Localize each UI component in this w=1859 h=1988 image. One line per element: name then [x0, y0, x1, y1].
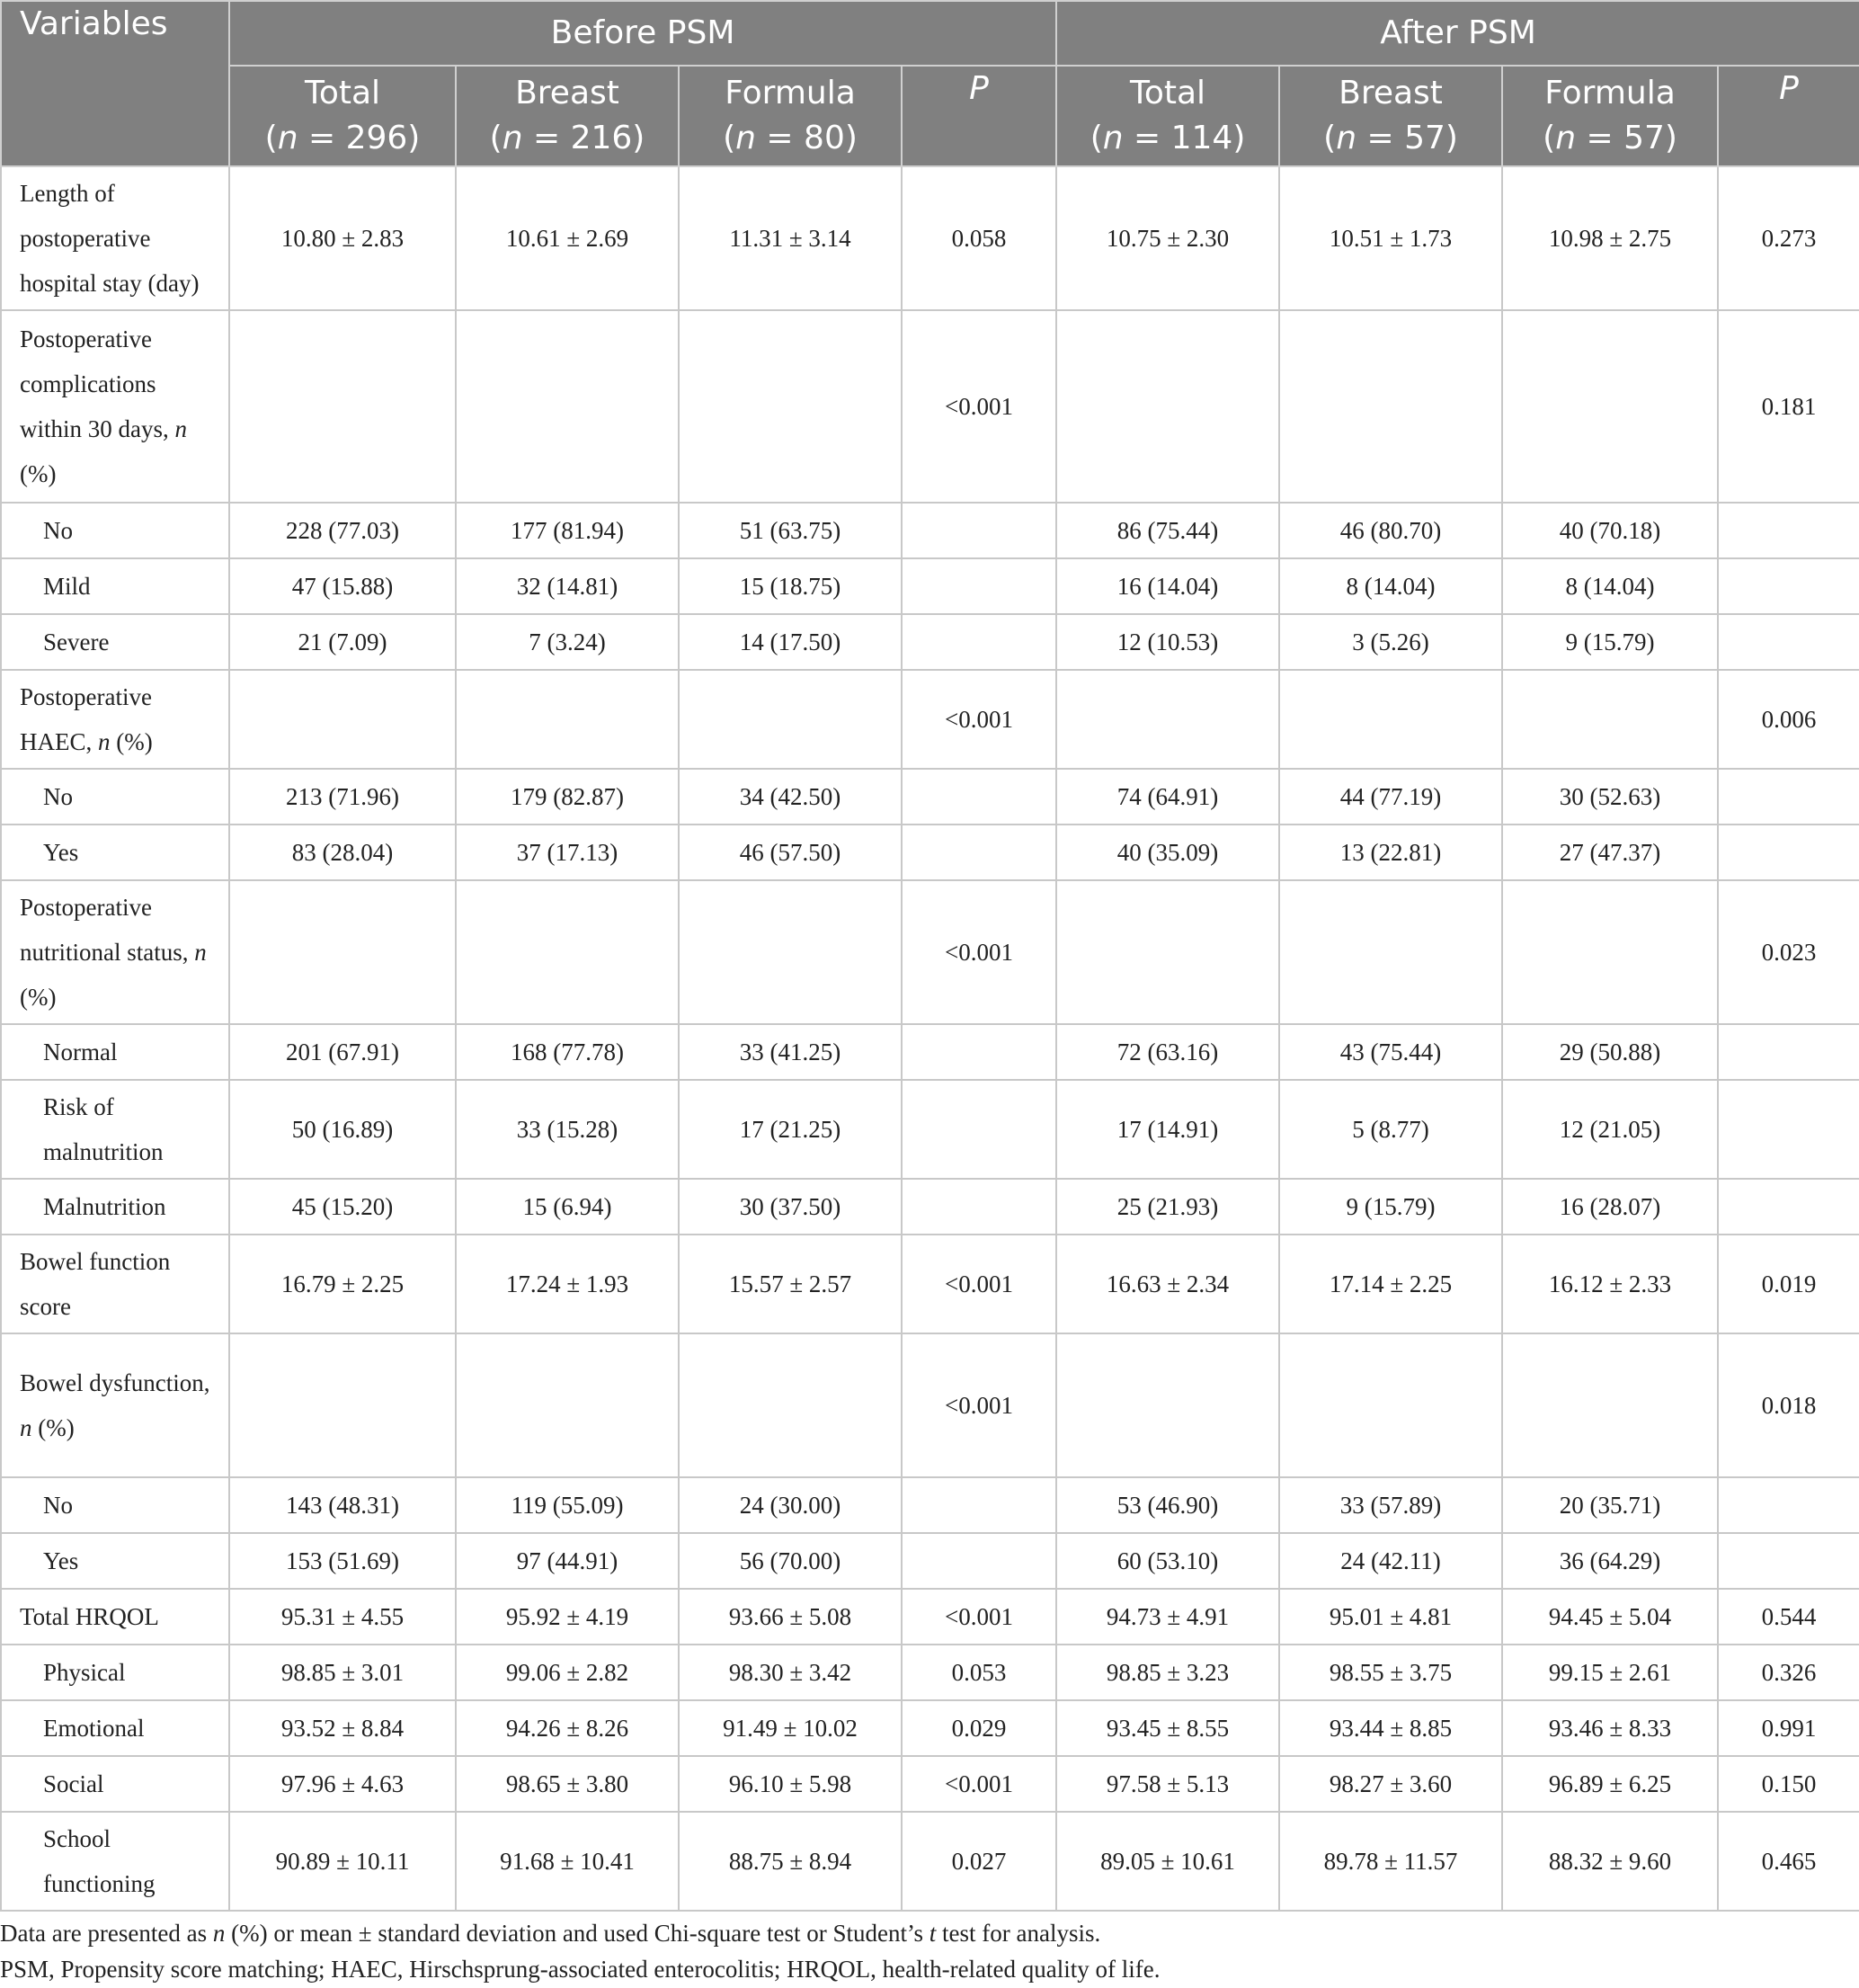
- column-header: Formula (n = 80): [679, 66, 902, 166]
- table-cell: 0.181: [1718, 310, 1859, 503]
- table-cell: [679, 310, 902, 503]
- table-cell: [229, 670, 456, 769]
- table-cell: [229, 1333, 456, 1477]
- table-cell: 96.89 ± 6.25: [1502, 1756, 1718, 1812]
- table-cell: 16 (28.07): [1502, 1179, 1718, 1235]
- table-row: [1, 1333, 1859, 1477]
- table-cell: 119 (55.09): [456, 1477, 679, 1533]
- table-cell: 90.89 ± 10.11: [229, 1812, 456, 1911]
- table-cell: 93.52 ± 8.84: [229, 1700, 456, 1756]
- table-cell: [1718, 1533, 1859, 1589]
- table-row: [1, 1756, 1859, 1812]
- table-cell: [902, 614, 1056, 670]
- table-cell: 93.44 ± 8.85: [1279, 1700, 1502, 1756]
- table-cell: 98.30 ± 3.42: [679, 1645, 902, 1700]
- footnote-line-2: PSM, Propensity score matching; HAEC, Hirschsprung-associated enterocolitis; HRQOL, health-related quality of life.: [0, 1956, 1161, 1983]
- footnote-line-1: Data are presented as n (%) or mean ± standard deviation and used Chi-square test or Student’s t test for analysis.: [0, 1920, 1101, 1947]
- table-cell: [229, 310, 456, 503]
- table-cell: 46 (57.50): [679, 825, 902, 880]
- table-cell: [679, 880, 902, 1024]
- table-cell: [902, 1477, 1056, 1533]
- column-header: P: [1718, 66, 1859, 166]
- table-cell: 88.75 ± 8.94: [679, 1812, 902, 1911]
- table-row: [1, 1700, 1859, 1756]
- table-cell: 143 (48.31): [229, 1477, 456, 1533]
- table-cell: 0.544: [1718, 1589, 1859, 1645]
- table-row: [1, 1812, 1859, 1911]
- table-cell: 96.10 ± 5.98: [679, 1756, 902, 1812]
- row-label: Emotional: [1, 1700, 229, 1756]
- table-cell: <0.001: [902, 1333, 1056, 1477]
- table-cell: 15 (6.94): [456, 1179, 679, 1235]
- table-cell: 98.65 ± 3.80: [456, 1756, 679, 1812]
- row-label: No: [1, 1477, 229, 1533]
- table-cell: 98.55 ± 3.75: [1279, 1645, 1502, 1700]
- table-cell: 12 (21.05): [1502, 1080, 1718, 1179]
- table-cell: 17.14 ± 2.25: [1279, 1235, 1502, 1333]
- table-cell: [1502, 310, 1718, 503]
- table-cell: 0.273: [1718, 166, 1859, 310]
- table-cell: <0.001: [902, 880, 1056, 1024]
- row-label: Physical: [1, 1645, 229, 1700]
- table-cell: [1718, 503, 1859, 558]
- table-cell: [1718, 1024, 1859, 1080]
- row-label: No: [1, 769, 229, 825]
- table-cell: 93.46 ± 8.33: [1502, 1700, 1718, 1756]
- table-cell: 27 (47.37): [1502, 825, 1718, 880]
- row-label: Social: [1, 1756, 229, 1812]
- table-cell: <0.001: [902, 1235, 1056, 1333]
- table-cell: 30 (37.50): [679, 1179, 902, 1235]
- table-cell: 17 (14.91): [1056, 1080, 1279, 1179]
- row-label: Bowel function score: [1, 1235, 229, 1333]
- table-cell: [1056, 1333, 1279, 1477]
- table-cell: 0.027: [902, 1812, 1056, 1911]
- table-cell: 9 (15.79): [1279, 1179, 1502, 1235]
- table-footnotes: [0, 1915, 1859, 1987]
- table-cell: 60 (53.10): [1056, 1533, 1279, 1589]
- table-cell: 50 (16.89): [229, 1080, 456, 1179]
- table-cell: 33 (41.25): [679, 1024, 902, 1080]
- table-row: [1, 769, 1859, 825]
- table-cell: [1279, 880, 1502, 1024]
- table-cell: 15 (18.75): [679, 558, 902, 614]
- row-label: Normal: [1, 1024, 229, 1080]
- table-cell: 9 (15.79): [1502, 614, 1718, 670]
- table-cell: 8 (14.04): [1502, 558, 1718, 614]
- table-cell: 46 (80.70): [1279, 503, 1502, 558]
- row-label: Bowel dysfunction, n (%): [1, 1333, 229, 1477]
- table-cell: [1502, 1333, 1718, 1477]
- table-cell: 43 (75.44): [1279, 1024, 1502, 1080]
- table-row: [1, 1235, 1859, 1333]
- table-cell: [679, 670, 902, 769]
- table-cell: 13 (22.81): [1279, 825, 1502, 880]
- table-cell: 24 (42.11): [1279, 1533, 1502, 1589]
- row-label: Severe: [1, 614, 229, 670]
- table-cell: 5 (8.77): [1279, 1080, 1502, 1179]
- row-label: Yes: [1, 1533, 229, 1589]
- table-cell: 8 (14.04): [1279, 558, 1502, 614]
- row-label: Length of postoperative hospital stay (day): [1, 166, 229, 310]
- table-cell: [1718, 614, 1859, 670]
- table-cell: [1502, 880, 1718, 1024]
- table-cell: 88.32 ± 9.60: [1502, 1812, 1718, 1911]
- column-header: Breast (n = 216): [456, 66, 679, 166]
- row-label: Total HRQOL: [1, 1589, 229, 1645]
- table-cell: 30 (52.63): [1502, 769, 1718, 825]
- table-cell: 37 (17.13): [456, 825, 679, 880]
- table-cell: [1056, 310, 1279, 503]
- table-cell: 97 (44.91): [456, 1533, 679, 1589]
- table-cell: [1718, 825, 1859, 880]
- table-cell: 98.85 ± 3.01: [229, 1645, 456, 1700]
- table-cell: 0.006: [1718, 670, 1859, 769]
- table-cell: [1502, 670, 1718, 769]
- row-label: No: [1, 503, 229, 558]
- table-cell: 40 (35.09): [1056, 825, 1279, 880]
- table-cell: 0.326: [1718, 1645, 1859, 1700]
- subheader-row: [1, 66, 1859, 166]
- table-cell: [902, 825, 1056, 880]
- table-cell: [902, 1024, 1056, 1080]
- table-cell: [1279, 670, 1502, 769]
- row-label: Malnutrition: [1, 1179, 229, 1235]
- column-header: Breast (n = 57): [1279, 66, 1502, 166]
- table-cell: 72 (63.16): [1056, 1024, 1279, 1080]
- row-label: Yes: [1, 825, 229, 880]
- table-cell: 47 (15.88): [229, 558, 456, 614]
- table-cell: 98.85 ± 3.23: [1056, 1645, 1279, 1700]
- table-cell: 16.63 ± 2.34: [1056, 1235, 1279, 1333]
- table-cell: [1718, 1080, 1859, 1179]
- table-cell: 10.75 ± 2.30: [1056, 166, 1279, 310]
- table-row: [1, 503, 1859, 558]
- table-row: [1, 614, 1859, 670]
- table-cell: 25 (21.93): [1056, 1179, 1279, 1235]
- table-cell: 95.31 ± 4.55: [229, 1589, 456, 1645]
- table-cell: 74 (64.91): [1056, 769, 1279, 825]
- table-cell: 12 (10.53): [1056, 614, 1279, 670]
- table-cell: 93.45 ± 8.55: [1056, 1700, 1279, 1756]
- table-cell: 95.01 ± 4.81: [1279, 1589, 1502, 1645]
- table-cell: 14 (17.50): [679, 614, 902, 670]
- table-cell: 177 (81.94): [456, 503, 679, 558]
- table-cell: 0.058: [902, 166, 1056, 310]
- row-label: Risk of malnutrition: [1, 1080, 229, 1179]
- row-label: Postoperative complications within 30 days, n (%): [1, 310, 229, 503]
- table-cell: 168 (77.78): [456, 1024, 679, 1080]
- table-cell: [902, 1533, 1056, 1589]
- table-row: [1, 166, 1859, 310]
- table-cell: [1718, 1179, 1859, 1235]
- table-cell: [679, 1333, 902, 1477]
- row-label: Mild: [1, 558, 229, 614]
- table-cell: [1056, 670, 1279, 769]
- table-cell: 89.78 ± 11.57: [1279, 1812, 1502, 1911]
- table-cell: 56 (70.00): [679, 1533, 902, 1589]
- table-cell: 16 (14.04): [1056, 558, 1279, 614]
- after-psm-header: After PSM: [1056, 1, 1859, 66]
- table-cell: 10.51 ± 1.73: [1279, 166, 1502, 310]
- table-cell: 15.57 ± 2.57: [679, 1235, 902, 1333]
- table-cell: 11.31 ± 3.14: [679, 166, 902, 310]
- table-cell: 3 (5.26): [1279, 614, 1502, 670]
- column-header: P: [902, 66, 1056, 166]
- table-cell: [902, 558, 1056, 614]
- table-cell: 33 (57.89): [1279, 1477, 1502, 1533]
- table-cell: [902, 769, 1056, 825]
- table-cell: <0.001: [902, 310, 1056, 503]
- table-cell: [1056, 880, 1279, 1024]
- table-cell: 0.991: [1718, 1700, 1859, 1756]
- table-cell: [1718, 558, 1859, 614]
- table-cell: 95.92 ± 4.19: [456, 1589, 679, 1645]
- table-cell: 0.465: [1718, 1812, 1859, 1911]
- table-cell: 86 (75.44): [1056, 503, 1279, 558]
- table-cell: 83 (28.04): [229, 825, 456, 880]
- table-cell: 40 (70.18): [1502, 503, 1718, 558]
- table-row: [1, 1645, 1859, 1700]
- table-cell: 0.019: [1718, 1235, 1859, 1333]
- before-psm-header: Before PSM: [229, 1, 1056, 66]
- table-row: [1, 670, 1859, 769]
- table-cell: [1279, 310, 1502, 503]
- table-cell: 98.27 ± 3.60: [1279, 1756, 1502, 1812]
- table-cell: 179 (82.87): [456, 769, 679, 825]
- table-cell: 21 (7.09): [229, 614, 456, 670]
- table-row: [1, 1080, 1859, 1179]
- table-cell: 99.15 ± 2.61: [1502, 1645, 1718, 1700]
- table-cell: 24 (30.00): [679, 1477, 902, 1533]
- table-cell: 7 (3.24): [456, 614, 679, 670]
- table-cell: 0.023: [1718, 880, 1859, 1024]
- table-cell: 0.029: [902, 1700, 1056, 1756]
- row-label: Postoperative HAEC, n (%): [1, 670, 229, 769]
- table-cell: [456, 1333, 679, 1477]
- table-header: [1, 1, 1859, 166]
- table-cell: 20 (35.71): [1502, 1477, 1718, 1533]
- table-cell: 17.24 ± 1.93: [456, 1235, 679, 1333]
- table-cell: [456, 880, 679, 1024]
- table-cell: [1718, 1477, 1859, 1533]
- table-cell: 153 (51.69): [229, 1533, 456, 1589]
- table-row: [1, 310, 1859, 503]
- table-row: [1, 1024, 1859, 1080]
- table-cell: [456, 310, 679, 503]
- table-row: [1, 1179, 1859, 1235]
- table-cell: [1279, 1333, 1502, 1477]
- table-cell: 213 (71.96): [229, 769, 456, 825]
- table-cell: 97.58 ± 5.13: [1056, 1756, 1279, 1812]
- table-cell: 94.45 ± 5.04: [1502, 1589, 1718, 1645]
- table-cell: 51 (63.75): [679, 503, 902, 558]
- table-cell: 16.79 ± 2.25: [229, 1235, 456, 1333]
- table-cell: 0.053: [902, 1645, 1056, 1700]
- table-cell: 17 (21.25): [679, 1080, 902, 1179]
- table-row: [1, 1477, 1859, 1533]
- table-cell: 93.66 ± 5.08: [679, 1589, 902, 1645]
- table-cell: [902, 1179, 1056, 1235]
- table-cell: 99.06 ± 2.82: [456, 1645, 679, 1700]
- column-header: Total (n = 296): [229, 66, 456, 166]
- table-cell: 32 (14.81): [456, 558, 679, 614]
- table-cell: 34 (42.50): [679, 769, 902, 825]
- table-body: [1, 166, 1859, 1911]
- variables-header: Variables: [1, 1, 229, 166]
- table-cell: 45 (15.20): [229, 1179, 456, 1235]
- table-cell: 0.150: [1718, 1756, 1859, 1812]
- table-cell: [902, 1080, 1056, 1179]
- table-cell: 33 (15.28): [456, 1080, 679, 1179]
- table-row: [1, 825, 1859, 880]
- table-cell: <0.001: [902, 670, 1056, 769]
- table-row: [1, 1589, 1859, 1645]
- table-cell: [1718, 769, 1859, 825]
- table-cell: 10.80 ± 2.83: [229, 166, 456, 310]
- table-cell: 36 (64.29): [1502, 1533, 1718, 1589]
- table-cell: [456, 670, 679, 769]
- table-cell: 0.018: [1718, 1333, 1859, 1477]
- column-header: Total (n = 114): [1056, 66, 1279, 166]
- row-label: Postoperative nutritional status, n (%): [1, 880, 229, 1024]
- table-cell: [229, 880, 456, 1024]
- table-cell: <0.001: [902, 1756, 1056, 1812]
- table-cell: 16.12 ± 2.33: [1502, 1235, 1718, 1333]
- table-cell: 91.49 ± 10.02: [679, 1700, 902, 1756]
- table-row: [1, 558, 1859, 614]
- table-row: [1, 880, 1859, 1024]
- table-cell: 10.98 ± 2.75: [1502, 166, 1718, 310]
- table-cell: 44 (77.19): [1279, 769, 1502, 825]
- table-cell: 91.68 ± 10.41: [456, 1812, 679, 1911]
- column-header: Formula (n = 57): [1502, 66, 1718, 166]
- table-cell: 94.26 ± 8.26: [456, 1700, 679, 1756]
- table-cell: 201 (67.91): [229, 1024, 456, 1080]
- row-label: School functioning: [1, 1812, 229, 1911]
- table-cell: 53 (46.90): [1056, 1477, 1279, 1533]
- table-cell: [902, 503, 1056, 558]
- table-cell: 97.96 ± 4.63: [229, 1756, 456, 1812]
- table-cell: 29 (50.88): [1502, 1024, 1718, 1080]
- table-cell: <0.001: [902, 1589, 1056, 1645]
- table-row: [1, 1533, 1859, 1589]
- table-cell: 228 (77.03): [229, 503, 456, 558]
- table-cell: 94.73 ± 4.91: [1056, 1589, 1279, 1645]
- table-cell: 10.61 ± 2.69: [456, 166, 679, 310]
- table-cell: 89.05 ± 10.61: [1056, 1812, 1279, 1911]
